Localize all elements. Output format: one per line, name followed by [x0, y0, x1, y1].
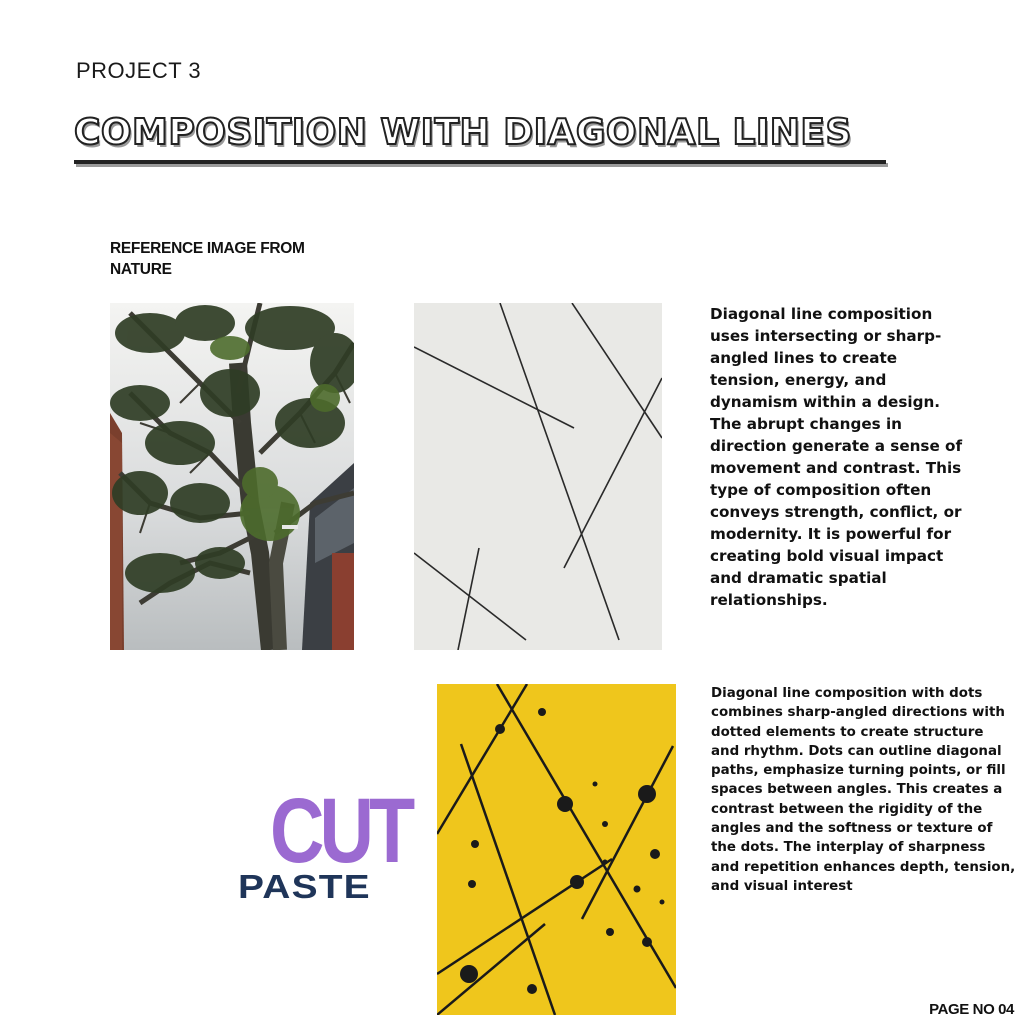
diagonal-lines-image	[414, 303, 662, 650]
diagonal-dots-artwork	[437, 684, 676, 1015]
project-label: PROJECT 3	[76, 58, 202, 83]
diagonal-lines-description: Diagonal line composition uses intersecting or sharp-angled lines to create tension, energy, and dynamism within a design. The abrupt changes in direction generate a sense of movement and contrast. This type of composition often conveys strength, conflict, or modernity. It is powerful for creating bold visual impact and dramatic spatial relationships.	[710, 305, 963, 609]
logo-paste-text: PASTE	[238, 868, 371, 905]
tree-photo-image	[110, 303, 354, 650]
logo-cut-text: CUT	[270, 780, 411, 882]
page-number: PAGE NO 04	[929, 1001, 1014, 1018]
page-title: COMPOSITION WITH DIAGONAL LINES	[74, 112, 852, 153]
diagonal-dots-description: Diagonal line composition with dots combines sharp-angled directions with dotted elements to create structure and rhythm. Dots can outline diagonal paths, emphasize turning points, or fill spaces between angles. This creates a contrast between the rigidity of the angles and the softness or texture of the dots. The interplay of sharpness and repetition enhances depth, tension, and visual interest	[711, 686, 1016, 894]
diagonal-dots-image	[437, 684, 676, 1015]
diagonal-lines-drawing	[414, 303, 662, 650]
reference-label: REFERENCE IMAGE FROM NATURE	[110, 240, 305, 278]
tree-reference-photo	[110, 303, 354, 650]
title-underline	[74, 160, 886, 164]
